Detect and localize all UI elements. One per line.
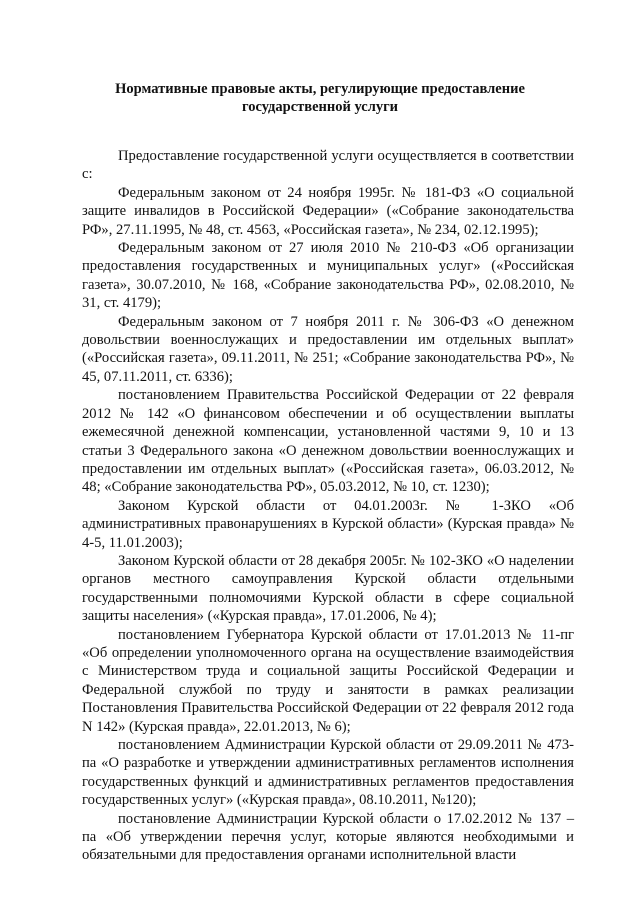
paragraph-law-210: Федеральным законом от 27 июля 2010 № 210-ФЗ «Об организации предоставления государственных и муниципальных услуг» («Российская газета», 30.07.2010, № 168, «Собрание законодательства РФ», 02.08.2010, № 31, ст. 4179); — [82, 240, 574, 312]
paragraph-law-1-zko: Законом Курской области от 04.01.2003г. № 1-ЗКО «Об административных правонарушениях в Курской области» (Курская правда» № 4-5, 11.01.2003); — [82, 497, 574, 551]
paragraph-law-102-zko: Законом Курской области от 28 декабря 2005г. № 102-ЗКО «О наделении органов местного самоуправления Курской области отдельными государственными полномочиями Курской области в сфере социальной защиты населения» («Курская правда», 17.01.2006, № 4); — [82, 552, 574, 625]
document-body — [82, 147, 574, 865]
paragraph-intro: Предоставление государственной услуги осуществляется в соответствии с: — [82, 148, 574, 183]
title-line-1: Нормативные правовые акты, регулирующие предоставление — [115, 81, 525, 97]
paragraph-decree-142: постановлением Правительства Российской Федерации от 22 февраля 2012 № 142 «О финансовом обеспечении и об осуществлении выплаты ежемесячной денежной компенсации, установленной частями 9, 10 и 13 статьи 3 Федерального закона «О денежном довольствии военнослужащих и предоставлении им отдельных выплат» («Российская газета», 06.03.2012, № 48; «Собрание законодательства РФ», 05.03.2012, № 10, ст. 1230); — [82, 387, 574, 496]
paragraph-admin-473-pa: постановлением Администрации Курской области от 29.09.2011 № 473-па «О разработке и утверждении административных регламентов исполнения государственных функций и административных регламентов предоставления государственных услуг» («Курская правда», 08.10.2011, №120); — [82, 737, 574, 809]
paragraph-law-306: Федеральным законом от 7 ноября 2011 г. № 306-ФЗ «О денежном довольствии военнослужащих и предоставлении им отдельных выплат» («Российская газета», 09.11.2011, № 251; «Собрание законодательства РФ», № 45, 07.11.2011, ст. 6336); — [82, 313, 574, 385]
document-title — [80, 80, 560, 116]
paragraph-governor-11-pg: постановлением Губернатора Курской области от 17.01.2013 № 11-пг «Об определении уполномоченного органа на осуществление взаимодействия с Министерством труда и социальной защиты Российской Федерации и Федеральной службой по труду и занятости в рамках реализации Постановления Правительства Российской Федерации от 22 февраля 2012 года N 142» (Курская правда», 22.01.2013, № 6); — [82, 626, 574, 735]
title-line-2: государственной услуги — [241, 99, 399, 115]
paragraph-admin-137-pa: постановление Администрации Курской области о 17.02.2012 № 137 – па «Об утверждении перечня услуг, которые являются необходимыми и обязательными для предоставления органами исполнительной власти — [82, 810, 574, 864]
paragraph-law-181: Федеральным законом от 24 ноября 1995г. № 181-ФЗ «О социальной защите инвалидов в Российской Федерации» («Собрание законодательства РФ», 27.11.1995, № 48, ст. 4563, «Российская газета», № 234, 02.12.1995); — [82, 184, 574, 238]
